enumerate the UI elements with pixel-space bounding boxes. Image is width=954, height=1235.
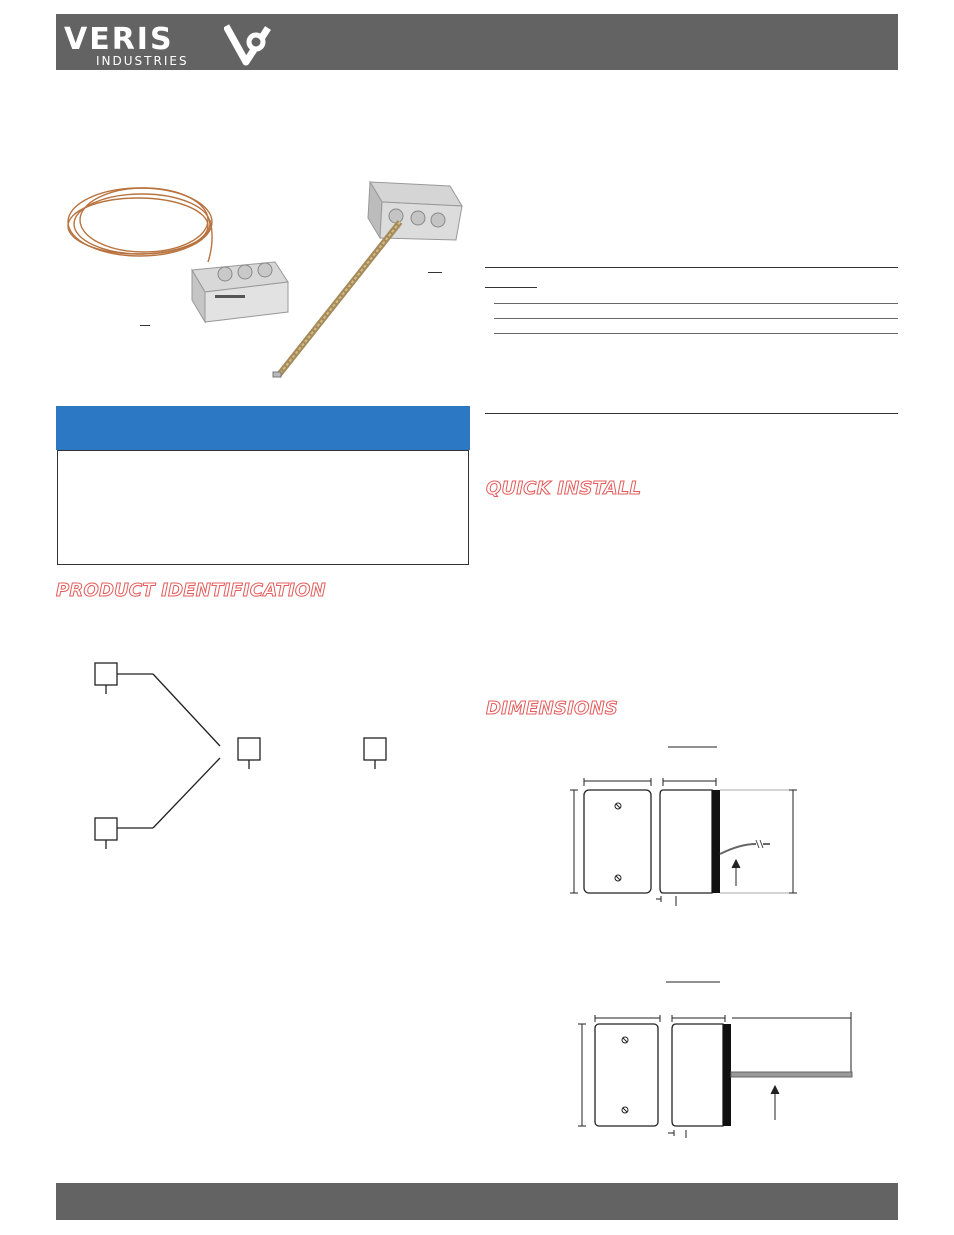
callout-underline-left	[140, 325, 150, 326]
header-bar	[56, 14, 898, 70]
option-box-3	[238, 738, 260, 760]
option-box-4	[364, 738, 386, 760]
table-header-underline	[485, 287, 537, 288]
quick-install-heading: QUICK INSTALL	[486, 478, 642, 499]
capillary-sensor-photo	[60, 170, 300, 340]
ordering-code-diagram	[80, 650, 420, 860]
table-row-rule-1	[494, 303, 898, 304]
rigid-probe-sensor-photo	[270, 178, 480, 383]
notice-header	[56, 406, 470, 450]
dimension-drawing-capillary	[560, 740, 810, 910]
logo-word: VERIS	[64, 22, 174, 57]
logo-subword: INDUSTRIES	[96, 54, 189, 68]
table-row-rule-3	[494, 333, 898, 334]
table-row-rule-2	[494, 318, 898, 319]
table-top-rule	[485, 267, 898, 268]
option-box-1	[95, 663, 117, 685]
product-identification-heading: PRODUCT IDENTIFICATION	[56, 580, 326, 601]
footer-bar	[56, 1183, 898, 1220]
dimensions-heading: DIMENSIONS	[486, 698, 618, 719]
callout-underline-right	[428, 272, 442, 273]
notice-body	[57, 450, 469, 565]
table-bottom-rule	[485, 413, 898, 414]
option-box-2	[95, 818, 117, 840]
dimension-drawing-probe	[570, 978, 860, 1138]
veris-v-mark-icon	[224, 22, 280, 66]
